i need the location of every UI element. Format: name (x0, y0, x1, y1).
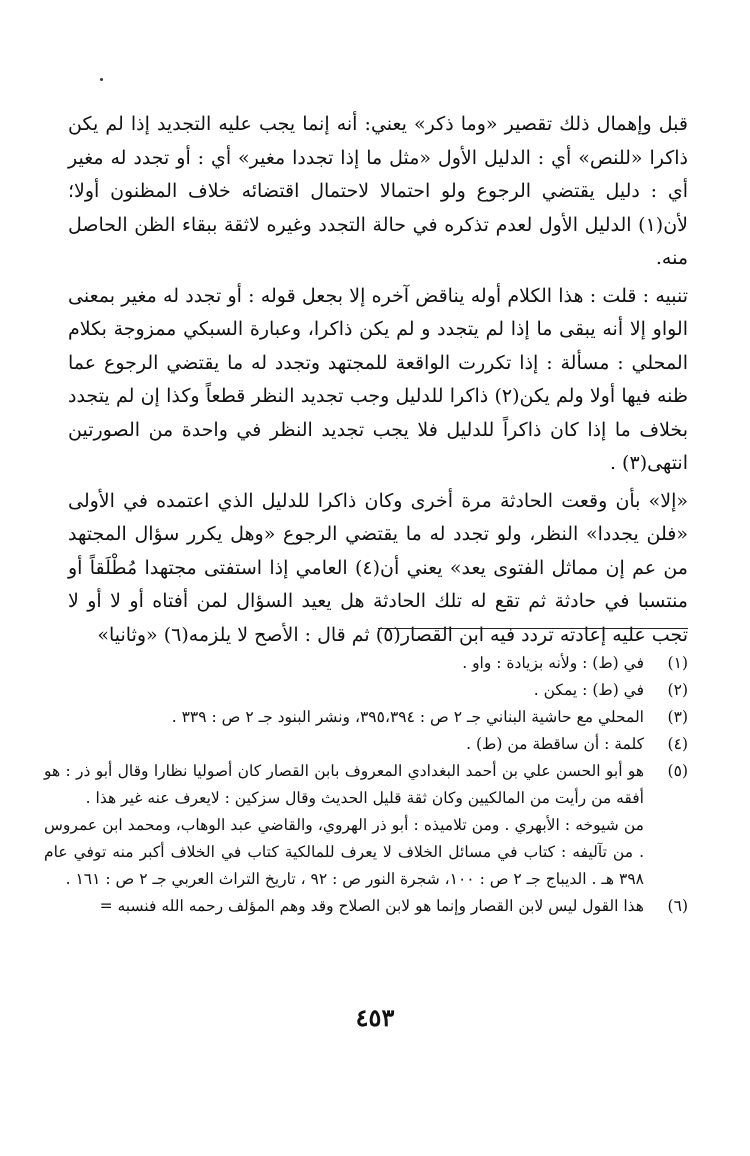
paragraph-1: قبل وإهمال ذلك تقصير «وما ذكر» يعني: أنه إنما يجب عليه التجديد إذا لم يكن ذاكرا «للنص» أي : الدليل الأول «مثل ما إذا تجددا مغير» أي : أو تجدد له مغير أي : دليل يقتضي الرجوع ولو احتمالا لاحتمال اقتضائه خلاف المظنون أولا؛ لأن(١) الدليل الأول لعدم تذكره في حالة التجدد وغيره لاثقة ببقاء الظن الحاصل منه. (68, 113, 688, 269)
footnote-text: في (ط) : يمكن . (533, 681, 644, 699)
footnote-text: في (ط) : ولأنه بزيادة : واو . (462, 654, 644, 672)
footnote-text: المحلي مع حاشية البناني جـ ٢ ص : ٣٩٥،٣٩٤، ونشر البنود جـ ٢ ص : ٣٣٩ . (171, 708, 644, 726)
main-text (68, 108, 688, 656)
footnote-text: من شيوخه : الأبهري . ومن تلاميذه : أبو ذر الهروي، والقاضي عبد الوهاب، ومحمد ابن عمروس . من تآليفه : كتاب في مسائل الخلاف لا يعرف للمالكية كتاب في الخلاف أكبر منه توفي عام ٣٩٨ هـ . الديباج جـ ٢ ص : ١٠٠، شجرة النور ص : ٩٢ ، تاريخ التراث العربي جـ ٢ ص : ١٦١ . (44, 816, 644, 888)
footnote-separator (378, 628, 688, 629)
footnote-text: كلمة : أن ساقطة من (ط) . (466, 735, 644, 753)
footnote-5 (44, 758, 688, 812)
footnote-2 (44, 677, 688, 704)
footnote-text: هو أبو الحسن علي بن أحمد البغدادي المعروف بابن القصار كان أصوليا نظارا وقال أبو ذر : هو أفقه من رأيت من المالكيين وكان ثقة قليل الحديث وقال سزكين : لايعرف عنه غير هذا . (44, 762, 644, 807)
footnote-number: (٤) (667, 735, 688, 753)
footnote-number: (١) (667, 654, 688, 672)
footnote-3 (44, 704, 688, 731)
footnotes (44, 650, 688, 920)
footnote-number: (٣) (667, 708, 688, 726)
footnote-number: (٦) (667, 897, 688, 915)
footnote-4 (44, 731, 688, 758)
footnote-5-continued (44, 812, 688, 893)
footnote-1 (44, 650, 688, 677)
footnote-text: هذا القول ليس لابن القصار وإنما هو لابن الصلاح وقد وهم المؤلف رحمه الله فنسبه = (99, 897, 644, 915)
footnote-number: (٢) (667, 681, 688, 699)
scan-speck (100, 78, 103, 81)
paragraph-2: تنبيه : قلت : هذا الكلام أوله يناقض آخره إلا بجعل قوله : أو تجدد له مغير بمعنى الواو إلا أنه يبقى ما إذا لم يتجدد و لم يكن ذاكرا، وعبارة السبكي ممزوجة بكلام المحلي : مسألة : إذا تكررت الواقعة للمجتهد وتجدد له ما يقتضي الرجوع عما ظنه فيها أولا ولم يكن(٢) ذاكرا للدليل وجب تجديد النظر قطعاً وكذا إن لم يتجدد بخلاف ما إذا كان ذاكراً للدليل فلا يجب تجديد النظر في واحدة من الصورتين انتهى(٣) . (68, 284, 688, 474)
paragraph-3: «إلا» بأن وقعت الحادثة مرة أخرى وكان ذاكرا للدليل الذي اعتمده في الأولى «فلن يجددا» النظر، ولو تجدد له ما يقتضي الرجوع «وهل يكرر سؤال المجتهد من عم إن مماثل الفتوى يعد» يعني أن(٤) العامي إذا استفتى مجتهدا مُطْلَقاً أو منتسبا في حادثة ثم تقع له تلك الحادثة هل يعيد السؤال لمن أفتاه أو لا أو لا تجب عليه إعادته تردد فيه ابن القصار(٥) ثم قال : الأصح لا يلزمه(٦) «وثانيا» (68, 489, 688, 646)
footnote-6 (44, 893, 688, 920)
footnote-number: (٥) (667, 762, 688, 780)
page-number: ٤٥٣ (355, 1003, 395, 1032)
footnote-number (644, 812, 688, 893)
